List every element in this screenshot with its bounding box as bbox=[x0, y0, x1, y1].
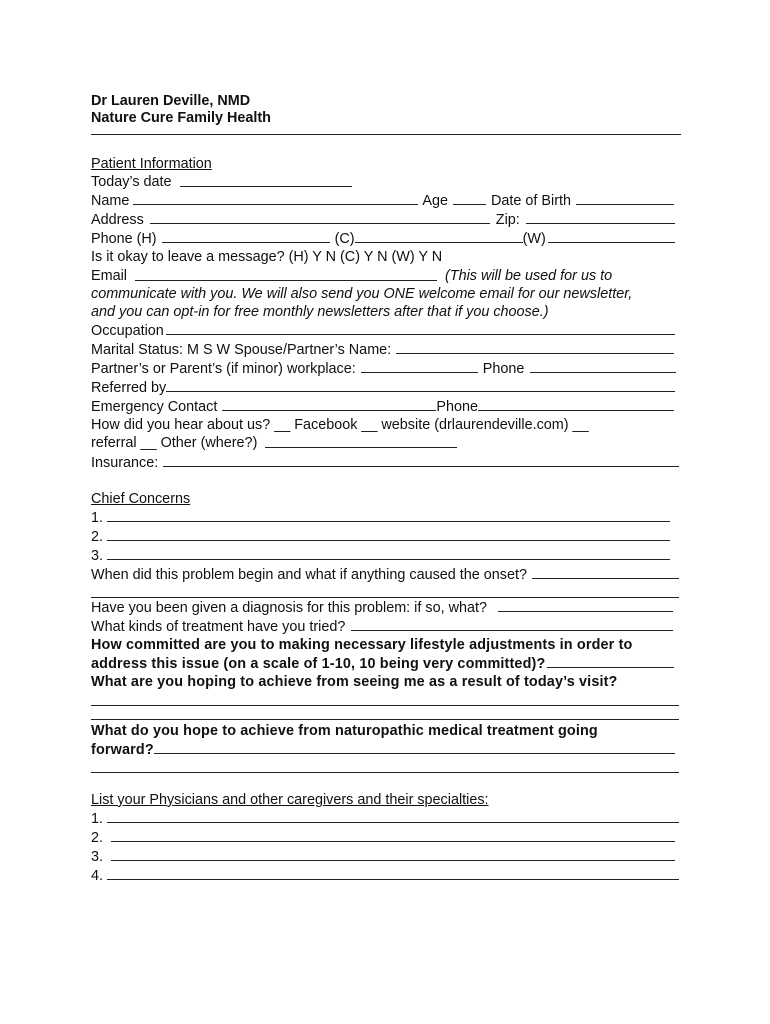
onset-continuation bbox=[91, 584, 681, 598]
email-note-line-2: communicate with you. We will also send you ONE welcome email for our newsletter, bbox=[91, 285, 633, 302]
partner-work-field[interactable] bbox=[361, 359, 478, 373]
physician-number: 4. bbox=[91, 868, 104, 885]
concern-number: 2. bbox=[91, 528, 104, 545]
referral-other-field[interactable] bbox=[265, 434, 457, 448]
concern-number: 3. bbox=[91, 547, 104, 564]
practice-name: Nature Cure Family Health bbox=[91, 110, 271, 126]
emergency-phone-label: Phone bbox=[436, 399, 478, 416]
email-note-line-3: and you can opt-in for free monthly newsletters after that if you choose.) bbox=[91, 303, 549, 320]
occupation-label: Occupation bbox=[91, 322, 164, 339]
phone-w-label: (W) bbox=[522, 231, 546, 248]
phone-w-field[interactable] bbox=[548, 229, 675, 243]
email-label: Email bbox=[91, 267, 127, 284]
hoping-field-line-1[interactable] bbox=[91, 692, 679, 706]
physician-field[interactable] bbox=[107, 809, 679, 823]
emergency-field[interactable] bbox=[222, 397, 436, 411]
physician-field[interactable] bbox=[111, 828, 675, 842]
marital-label: Marital Status: M S W Spouse/Partner’s Name: bbox=[91, 341, 392, 358]
emergency-row bbox=[91, 397, 681, 416]
naturopathic-field[interactable] bbox=[154, 740, 675, 754]
referred-field[interactable] bbox=[166, 378, 675, 392]
committed-field[interactable] bbox=[547, 654, 674, 668]
emergency-phone-field[interactable] bbox=[478, 397, 674, 411]
phone-c-field[interactable] bbox=[355, 229, 523, 243]
referral-row bbox=[91, 434, 681, 452]
onset-field[interactable] bbox=[532, 565, 679, 579]
todays-date-field[interactable] bbox=[180, 173, 352, 187]
committed-label: address this issue (on a scale of 1-10, 10 being very committed)? bbox=[91, 656, 546, 673]
partner-work-row bbox=[91, 359, 681, 378]
name-row bbox=[91, 191, 681, 210]
treatment-label: What kinds of treatment have you tried? bbox=[91, 619, 346, 636]
treatment-field[interactable] bbox=[351, 617, 673, 631]
email-note: (This will be used for us to bbox=[444, 267, 613, 284]
occupation-row bbox=[91, 321, 681, 340]
hoping-question: What are you hoping to achieve from seeing me as a result of today’s visit? bbox=[91, 674, 618, 691]
concern-row bbox=[91, 527, 681, 546]
concern-row bbox=[91, 546, 681, 565]
diagnosis-label: Have you been given a diagnosis for this problem: if so, what? bbox=[91, 600, 487, 617]
referred-row bbox=[91, 378, 681, 397]
naturopathic-field-line-2[interactable] bbox=[91, 759, 679, 773]
concern-field[interactable] bbox=[107, 546, 670, 560]
naturopathic-question: What do you hope to achieve from naturopathic medical treatment going bbox=[91, 722, 598, 739]
naturopathic-label: forward? bbox=[91, 741, 154, 758]
todays-date-row bbox=[91, 173, 681, 191]
intake-form bbox=[91, 93, 681, 885]
todays-date-label: Today’s date bbox=[91, 174, 172, 191]
phone-h-label: Phone (H) bbox=[91, 231, 157, 248]
zip-label: Zip: bbox=[495, 212, 520, 229]
physician-field[interactable] bbox=[107, 866, 679, 880]
phone-h-field[interactable] bbox=[162, 229, 330, 243]
concern-row bbox=[91, 508, 681, 527]
partner-name-field[interactable] bbox=[396, 340, 674, 354]
message-question: Is it okay to leave a message? (H) Y N (C) Y N (W) Y N bbox=[91, 249, 443, 266]
onset-label: When did this problem begin and what if anything caused the onset? bbox=[91, 566, 527, 583]
insurance-row bbox=[91, 453, 681, 472]
naturopathic-answer-row bbox=[91, 759, 681, 773]
physician-row bbox=[91, 866, 681, 885]
referral-label: referral __ Other (where?) bbox=[91, 435, 258, 452]
dob-label: Date of Birth bbox=[491, 193, 571, 210]
address-label: Address bbox=[91, 212, 144, 229]
physician-field[interactable] bbox=[111, 847, 675, 861]
age-label: Age bbox=[422, 193, 448, 210]
marital-row bbox=[91, 340, 681, 359]
concern-number: 1. bbox=[91, 509, 104, 526]
phone-c-label: (C) bbox=[334, 231, 355, 248]
phone-row bbox=[91, 229, 681, 248]
section-title-physicians: List your Physicians and other caregivers and their specialties: bbox=[91, 791, 489, 808]
concern-field[interactable] bbox=[107, 527, 670, 541]
insurance-label: Insurance: bbox=[91, 454, 159, 471]
onset-field-line-2[interactable] bbox=[91, 584, 679, 598]
naturopathic-row bbox=[91, 740, 681, 759]
hoping-field-line-2[interactable] bbox=[91, 706, 679, 720]
physician-row bbox=[91, 809, 681, 828]
physician-number: 3. bbox=[91, 849, 104, 865]
address-row bbox=[91, 210, 681, 229]
committed-row bbox=[91, 654, 681, 673]
address-field[interactable] bbox=[150, 210, 490, 224]
zip-field[interactable] bbox=[526, 210, 675, 224]
occupation-field[interactable] bbox=[166, 321, 675, 335]
diagnosis-row bbox=[91, 598, 681, 617]
dob-field[interactable] bbox=[576, 191, 674, 205]
onset-row bbox=[91, 565, 681, 584]
physician-row bbox=[91, 847, 681, 866]
partner-work-label: Partner’s or Parent’s (if minor) workplace: bbox=[91, 361, 356, 378]
physician-number: 2. bbox=[91, 829, 104, 846]
emergency-label: Emergency Contact bbox=[91, 399, 218, 416]
name-field[interactable] bbox=[133, 191, 418, 205]
hear-about-row: How did you hear about us? __ Facebook __ website (drlaurendeville.com) __ bbox=[91, 417, 589, 434]
section-title-chief-concerns: Chief Concerns bbox=[91, 490, 191, 507]
age-field[interactable] bbox=[453, 191, 486, 205]
concern-field[interactable] bbox=[107, 508, 670, 522]
diagnosis-field[interactable] bbox=[498, 598, 673, 612]
section-title-patient-info: Patient Information bbox=[91, 156, 212, 172]
hoping-answer-row bbox=[91, 706, 681, 720]
email-field[interactable] bbox=[135, 267, 437, 281]
physician-number: 1. bbox=[91, 810, 104, 827]
insurance-field[interactable] bbox=[163, 453, 679, 467]
doctor-name: Dr Lauren Deville, NMD bbox=[91, 93, 251, 109]
hoping-answer-row bbox=[91, 692, 681, 706]
referred-label: Referred by bbox=[91, 380, 167, 397]
physician-row bbox=[91, 828, 681, 847]
partner-phone-field[interactable] bbox=[530, 359, 676, 373]
name-label: Name bbox=[91, 193, 130, 210]
partner-phone-label: Phone bbox=[482, 361, 525, 378]
treatment-row bbox=[91, 617, 681, 636]
committed-question: How committed are you to making necessary lifestyle adjustments in order to bbox=[91, 637, 633, 654]
email-row bbox=[91, 267, 681, 285]
